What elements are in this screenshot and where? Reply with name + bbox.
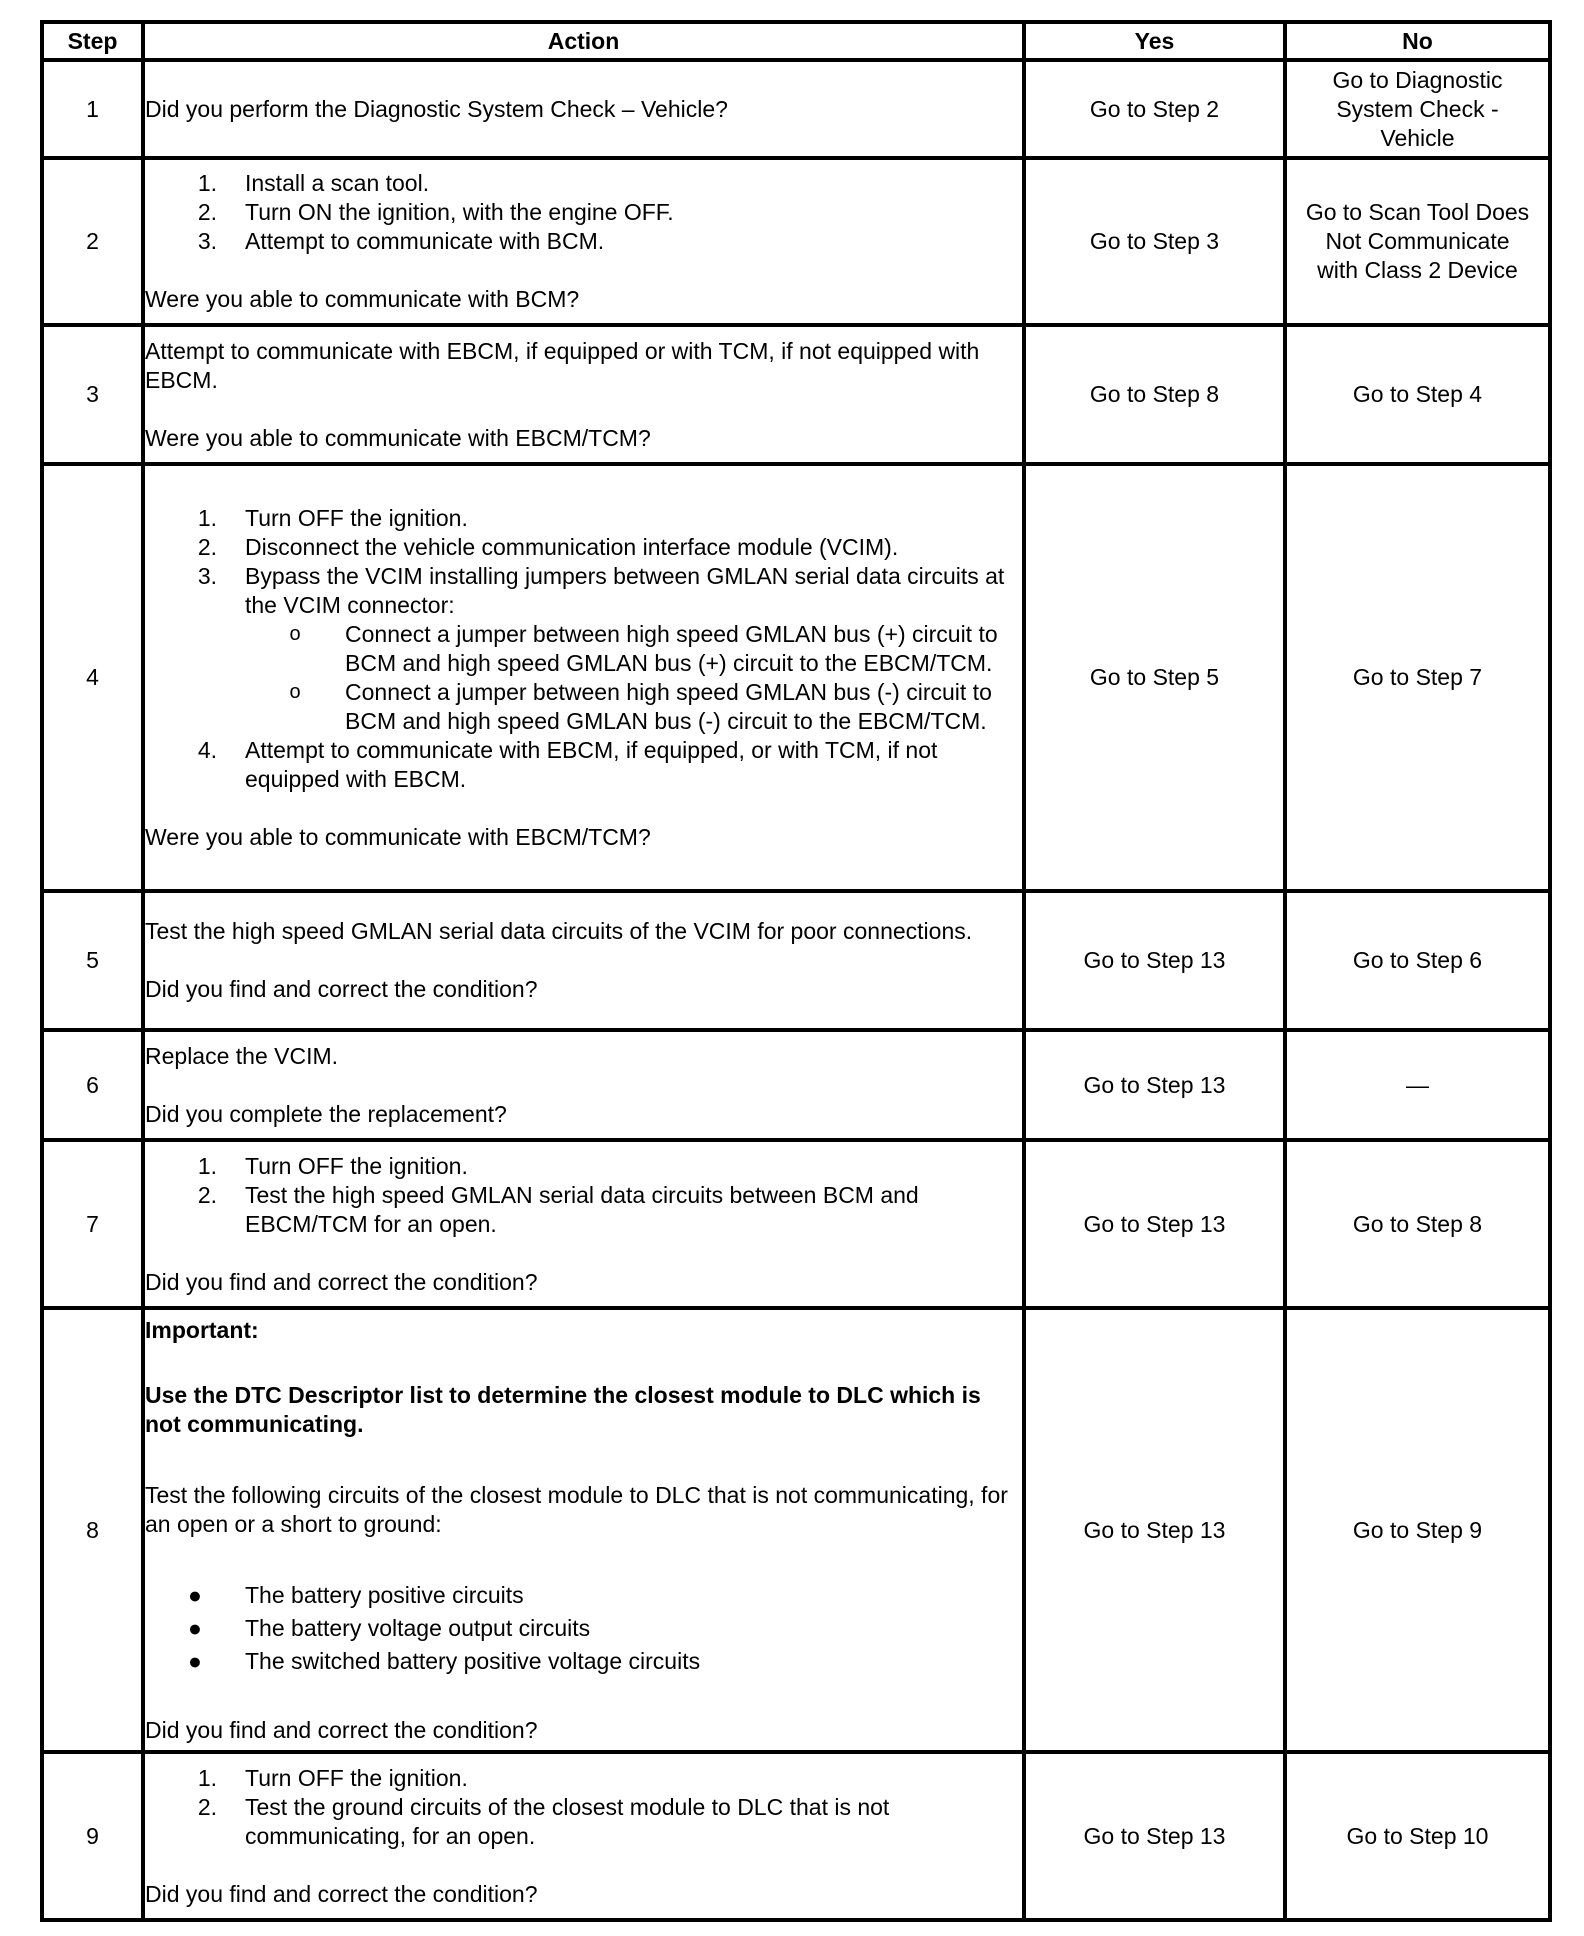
list-item: 1. Turn OFF the ignition. — [197, 1152, 468, 1179]
diagnostic-table — [40, 20, 1552, 1922]
action-question: Were you able to communicate with EBCM/TCM? — [145, 424, 651, 451]
no-line: Not Communicate — [1325, 228, 1510, 254]
table-row — [42, 1752, 1550, 1920]
no-cell[interactable]: Go to Step 9 — [1285, 1308, 1550, 1752]
no-cell[interactable]: Go to Step 8 — [1285, 1140, 1550, 1308]
action-cell — [143, 158, 1024, 325]
header-action: Action — [143, 22, 1024, 60]
header-yes: Yes — [1024, 22, 1285, 60]
step-number: 9 — [42, 1752, 143, 1920]
list-item: 1. Turn OFF the ignition. — [197, 504, 468, 531]
list-item: 2. Test the high speed GMLAN serial data circuits between BCM and EBCM/TCM for an open. — [197, 1181, 919, 1237]
action-text: Test the high speed GMLAN serial data circuits of the VCIM for poor connections. — [145, 918, 973, 944]
action-cell — [143, 1140, 1024, 1308]
action-cell — [143, 1752, 1024, 1920]
no-cell[interactable] — [1285, 60, 1550, 158]
no-cell[interactable]: Go to Step 4 — [1285, 325, 1550, 464]
action-question: Did you find and correct the condition? — [145, 976, 538, 1002]
list-item: 2. Test the ground circuits of the closest module to DLC that is not communicating, for an open. — [197, 1793, 890, 1849]
no-cell[interactable] — [1285, 158, 1550, 325]
step-number: 4 — [42, 464, 143, 891]
table-row — [42, 891, 1550, 1030]
no-line: Go to Scan Tool Does — [1305, 199, 1530, 225]
sub-list-item: o Connect a jumper between high speed GMLAN bus (-) circuit to BCM and high speed GMLAN bus (-) circuit to the EBCM/TCM. — [289, 678, 992, 734]
step-number: 8 — [42, 1308, 143, 1752]
list-item: 4. Attempt to communicate with EBCM, if equipped, or with TCM, if not equipped with EBCM. — [197, 736, 938, 792]
yes-cell[interactable]: Go to Step 13 — [1024, 891, 1285, 1030]
action-cell — [143, 891, 1024, 1030]
action-question: Did you find and correct the condition? — [145, 1716, 538, 1743]
no-line: with Class 2 Device — [1317, 257, 1518, 283]
action-cell — [143, 325, 1024, 464]
no-line: System Check - — [1336, 95, 1499, 122]
action-question: Were you able to communicate with BCM? — [145, 286, 580, 312]
action-text: Attempt to communicate with EBCM, if equipped or with TCM, if not equipped with EBCM. — [145, 337, 980, 393]
action-cell — [143, 60, 1024, 158]
yes-cell[interactable]: Go to Step 2 — [1024, 60, 1285, 158]
yes-cell[interactable]: Go to Step 13 — [1024, 1030, 1285, 1140]
table-row — [42, 464, 1550, 891]
important-text: Use the DTC Descriptor list to determine the closest module to DLC which is not communicating. — [145, 1381, 981, 1437]
no-cell[interactable]: Go to Step 6 — [1285, 891, 1550, 1030]
bullet-item: ● The battery positive circuits — [188, 1581, 524, 1608]
important-label: Important: — [145, 1316, 259, 1343]
step-number: 5 — [42, 891, 143, 1030]
action-question: Did you complete the replacement? — [145, 1100, 507, 1127]
action-cell — [143, 1308, 1024, 1752]
list-item: 3. Bypass the VCIM installing jumpers between GMLAN serial data circuits at the VCIM connector: — [197, 562, 1005, 618]
no-line: Go to Diagnostic — [1332, 66, 1503, 93]
no-cell: — — [1285, 1030, 1550, 1140]
action-question: Did you perform the Diagnostic System Check – Vehicle? — [145, 95, 728, 122]
list-item: 1. Install a scan tool. — [197, 170, 430, 196]
step-number: 3 — [42, 325, 143, 464]
header-step: Step — [42, 22, 143, 60]
action-question: Were you able to communicate with EBCM/TCM? — [145, 823, 651, 850]
action-cell — [143, 464, 1024, 891]
list-item: 3. Attempt to communicate with BCM. — [197, 228, 605, 254]
list-item: 1. Turn OFF the ignition. — [197, 1764, 468, 1791]
table-row — [42, 158, 1550, 325]
yes-cell[interactable]: Go to Step 5 — [1024, 464, 1285, 891]
table-row — [42, 325, 1550, 464]
table-row — [42, 1140, 1550, 1308]
yes-cell[interactable]: Go to Step 3 — [1024, 158, 1285, 325]
step-number: 7 — [42, 1140, 143, 1308]
table-row — [42, 1030, 1550, 1140]
action-cell — [143, 1030, 1024, 1140]
table-row — [42, 1308, 1550, 1752]
table-row — [42, 60, 1550, 158]
bullet-item: ● The battery voltage output circuits — [188, 1614, 591, 1641]
sub-list-item: o Connect a jumper between high speed GMLAN bus (+) circuit to BCM and high speed GMLAN bus (+) circuit to the EBCM/TCM. — [289, 620, 998, 676]
list-item: 2. Disconnect the vehicle communication interface module (VCIM). — [197, 533, 899, 560]
step-number: 1 — [42, 60, 143, 158]
no-line: Vehicle — [1380, 124, 1455, 151]
header-no: No — [1285, 22, 1550, 60]
step-number: 6 — [42, 1030, 143, 1140]
yes-cell[interactable]: Go to Step 13 — [1024, 1752, 1285, 1920]
list-item: 2. Turn ON the ignition, with the engine OFF. — [197, 199, 674, 225]
yes-cell[interactable]: Go to Step 8 — [1024, 325, 1285, 464]
no-cell[interactable]: Go to Step 7 — [1285, 464, 1550, 891]
action-text: Replace the VCIM. — [145, 1042, 339, 1069]
action-text: Test the following circuits of the closest module to DLC that is not communicating, for an open or a short to ground: — [145, 1481, 1008, 1537]
action-question: Did you find and correct the condition? — [145, 1268, 538, 1295]
bullet-item: ● The switched battery positive voltage circuits — [188, 1647, 701, 1674]
step-number: 2 — [42, 158, 143, 325]
no-cell[interactable]: Go to Step 10 — [1285, 1752, 1550, 1920]
action-question: Did you find and correct the condition? — [145, 1880, 538, 1907]
yes-cell[interactable]: Go to Step 13 — [1024, 1140, 1285, 1308]
yes-cell[interactable]: Go to Step 13 — [1024, 1308, 1285, 1752]
header-row — [42, 22, 1550, 60]
